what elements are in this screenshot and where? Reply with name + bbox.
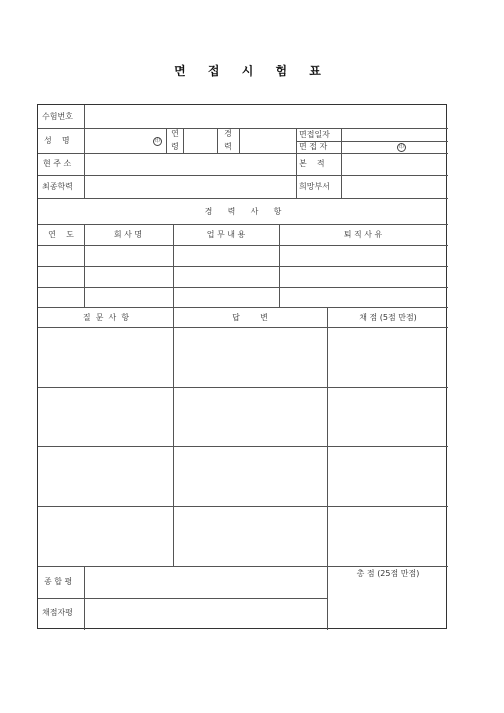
row-divider bbox=[38, 266, 448, 267]
row-divider bbox=[38, 446, 448, 447]
page-title: 면 접 시 험 표 bbox=[174, 64, 330, 78]
row-divider bbox=[38, 506, 448, 507]
row-divider bbox=[38, 224, 448, 225]
row-divider bbox=[38, 598, 327, 599]
career-col-leave-reason: 퇴 직 사 유 bbox=[343, 230, 383, 239]
col-divider bbox=[173, 224, 174, 307]
total-score-label: 총 점 (25점 만점) bbox=[356, 569, 420, 578]
col-divider bbox=[279, 224, 280, 307]
seal-icon: 印 bbox=[154, 138, 160, 144]
grader-review-label: 채점자평 bbox=[42, 608, 73, 617]
row-divider bbox=[38, 387, 448, 388]
col-divider bbox=[183, 128, 184, 153]
col-divider bbox=[173, 307, 174, 566]
career-label-bottom: 력 bbox=[224, 142, 232, 151]
col-divider bbox=[327, 307, 328, 630]
row-divider bbox=[38, 198, 448, 199]
career-col-company: 회 사 명 bbox=[113, 230, 143, 239]
row-divider bbox=[38, 327, 448, 328]
col-divider bbox=[84, 224, 85, 307]
career-section-heading: 경 력 사 항 bbox=[204, 207, 282, 216]
qa-col-questions: 질 문 사 항 bbox=[82, 313, 130, 322]
col-divider bbox=[166, 128, 167, 153]
qa-col-answers: 답 변 bbox=[232, 313, 268, 322]
row-divider bbox=[38, 307, 448, 308]
exam-number-label: 수험번호 bbox=[42, 112, 73, 121]
education-label: 최종학력 bbox=[42, 182, 73, 191]
row-divider bbox=[38, 128, 448, 129]
age-label-top: 연 bbox=[171, 129, 179, 138]
qa-col-score: 채 점 (5점 만점) bbox=[359, 313, 417, 322]
col-divider bbox=[84, 105, 85, 198]
desired-dept-label: 희망부서 bbox=[299, 182, 330, 191]
row-divider bbox=[38, 153, 448, 154]
col-divider bbox=[296, 128, 297, 198]
age-label-bottom: 령 bbox=[171, 142, 179, 151]
row-divider bbox=[38, 245, 448, 246]
interview-date-label: 면접일자 bbox=[299, 130, 330, 139]
row-divider bbox=[38, 566, 448, 567]
col-divider bbox=[217, 128, 218, 153]
row-divider bbox=[38, 175, 448, 176]
address-label: 현 주 소 bbox=[43, 159, 72, 168]
career-col-duties: 업 무 내 용 bbox=[206, 230, 246, 239]
overall-review-label: 종 합 평 bbox=[44, 577, 73, 586]
interviewer-label: 면 접 자 bbox=[299, 142, 328, 151]
col-divider bbox=[84, 566, 85, 630]
interview-form bbox=[37, 104, 447, 629]
col-divider bbox=[341, 128, 342, 198]
hometown-label: 본 적 bbox=[299, 159, 325, 168]
seal-icon: 印 bbox=[398, 144, 404, 150]
career-col-year: 연 도 bbox=[48, 230, 74, 239]
row-divider bbox=[38, 287, 448, 288]
name-label: 성 명 bbox=[44, 136, 70, 145]
career-label-top: 경 bbox=[224, 129, 232, 138]
col-divider bbox=[239, 128, 240, 153]
